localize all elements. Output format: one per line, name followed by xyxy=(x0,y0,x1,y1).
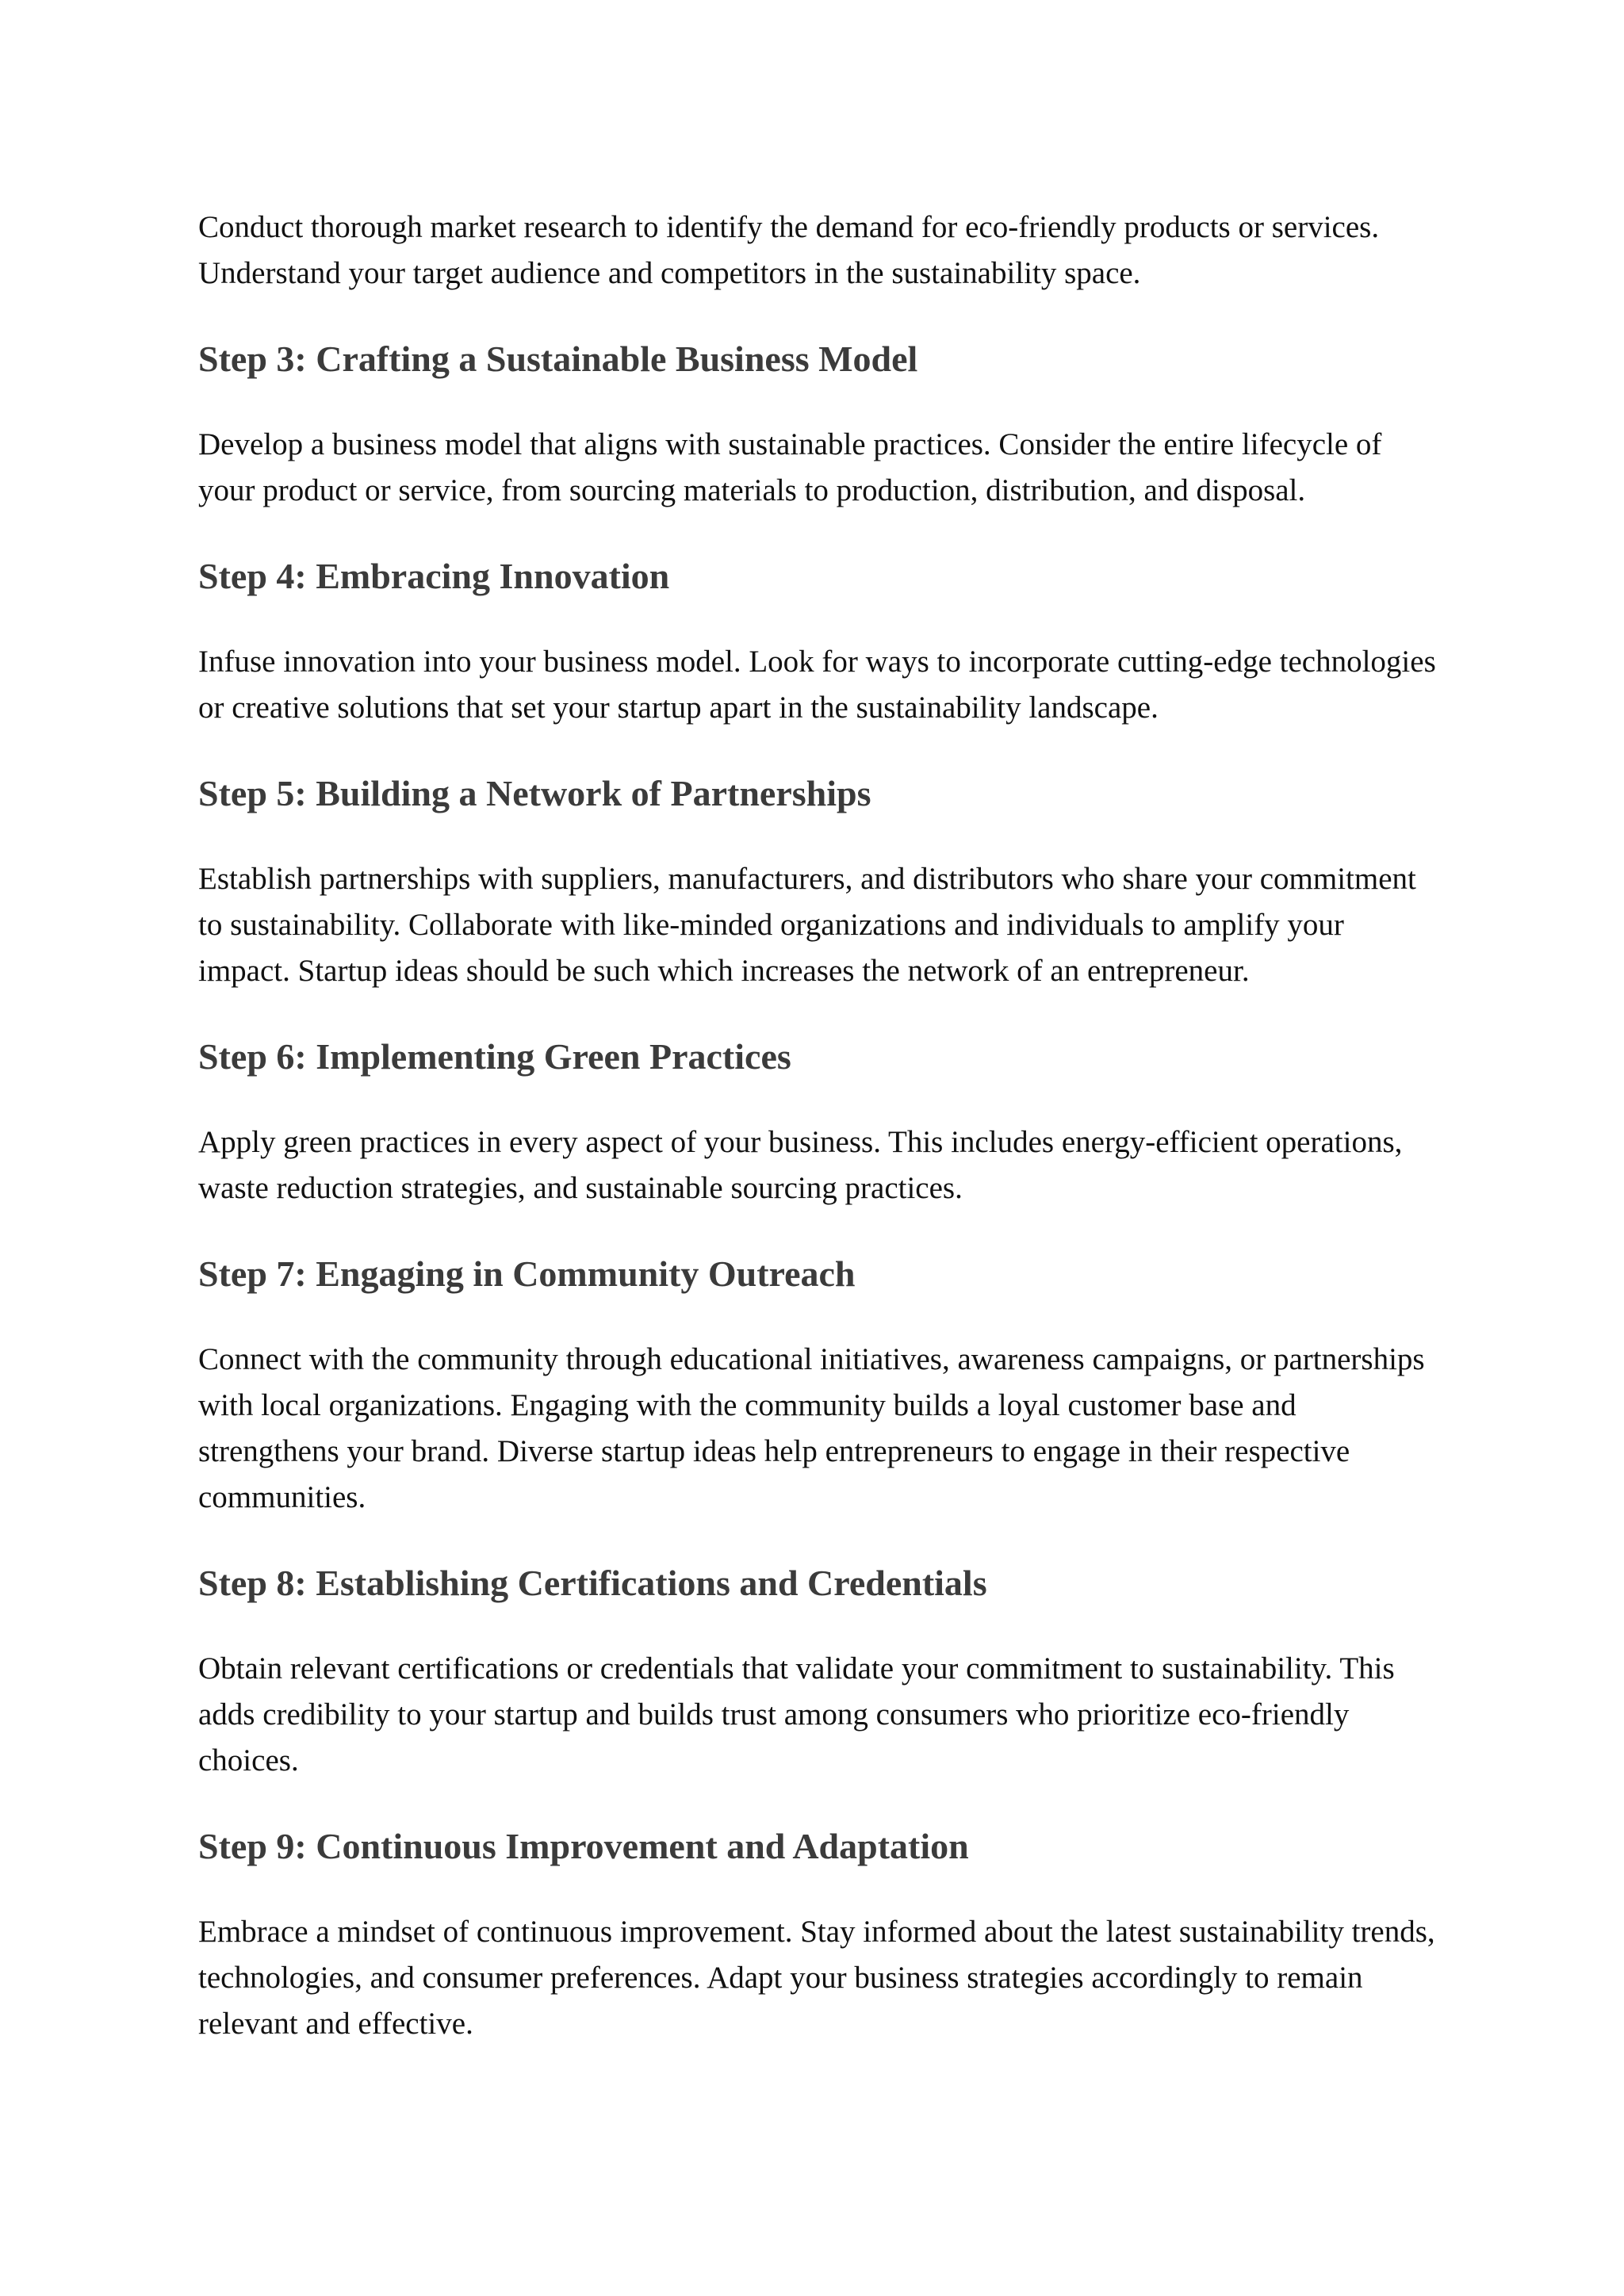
step-3-heading: Step 3: Crafting a Sustainable Business Model xyxy=(198,339,918,379)
document-body xyxy=(198,205,1443,2047)
step-9-paragraph: Embrace a mindset of continuous improvement. Stay informed about the latest sustainability trends, technologies, and consumer preferences. Adapt your business strategies accordingly to remain relevant and effective. xyxy=(198,1915,1435,2041)
step-8-heading: Step 8: Establishing Certifications and Credentials xyxy=(198,1563,987,1603)
step-4-paragraph: Infuse innovation into your business model. Look for ways to incorporate cutting-edge technologies or creative solutions that set your startup apart in the sustainability landscape. xyxy=(198,645,1436,725)
step-9-heading: Step 9: Continuous Improvement and Adaptation xyxy=(198,1826,969,1866)
intro-paragraph: Conduct thorough market research to identify the demand for eco-friendly products or services. Understand your target audience and competitors in the sustainability space. xyxy=(198,210,1380,290)
step-5-paragraph: Establish partnerships with suppliers, manufacturers, and distributors who share your commitment to sustainability. Collaborate with like-minded organizations and individuals to amplify your impact. Startup ideas should be such which increases the network of an entrepreneur. xyxy=(198,862,1416,988)
step-4-heading: Step 4: Embracing Innovation xyxy=(198,556,670,596)
step-7-heading: Step 7: Engaging in Community Outreach xyxy=(198,1253,856,1294)
step-5-heading: Step 5: Building a Network of Partnerships xyxy=(198,773,871,813)
step-8-paragraph: Obtain relevant certifications or credentials that validate your commitment to sustainability. This adds credibility to your startup and builds trust among consumers who prioritize eco-friendly choices. xyxy=(198,1651,1395,1777)
step-6-paragraph: Apply green practices in every aspect of your business. This includes energy-efficient operations, waste reduction strategies, and sustainable sourcing practices. xyxy=(198,1125,1403,1205)
step-6-heading: Step 6: Implementing Green Practices xyxy=(198,1036,791,1077)
step-7-paragraph: Connect with the community through educational initiatives, awareness campaigns, or partnerships with local organizations. Engaging with the community builds a loyal customer base and strengthens your brand. Diverse startup ideas help entrepreneurs to engage in their respective communities. xyxy=(198,1342,1425,1514)
step-3-paragraph: Develop a business model that aligns with sustainable practices. Consider the entire lifecycle of your product or service, from sourcing materials to production, distribution, and disposal. xyxy=(198,427,1382,507)
